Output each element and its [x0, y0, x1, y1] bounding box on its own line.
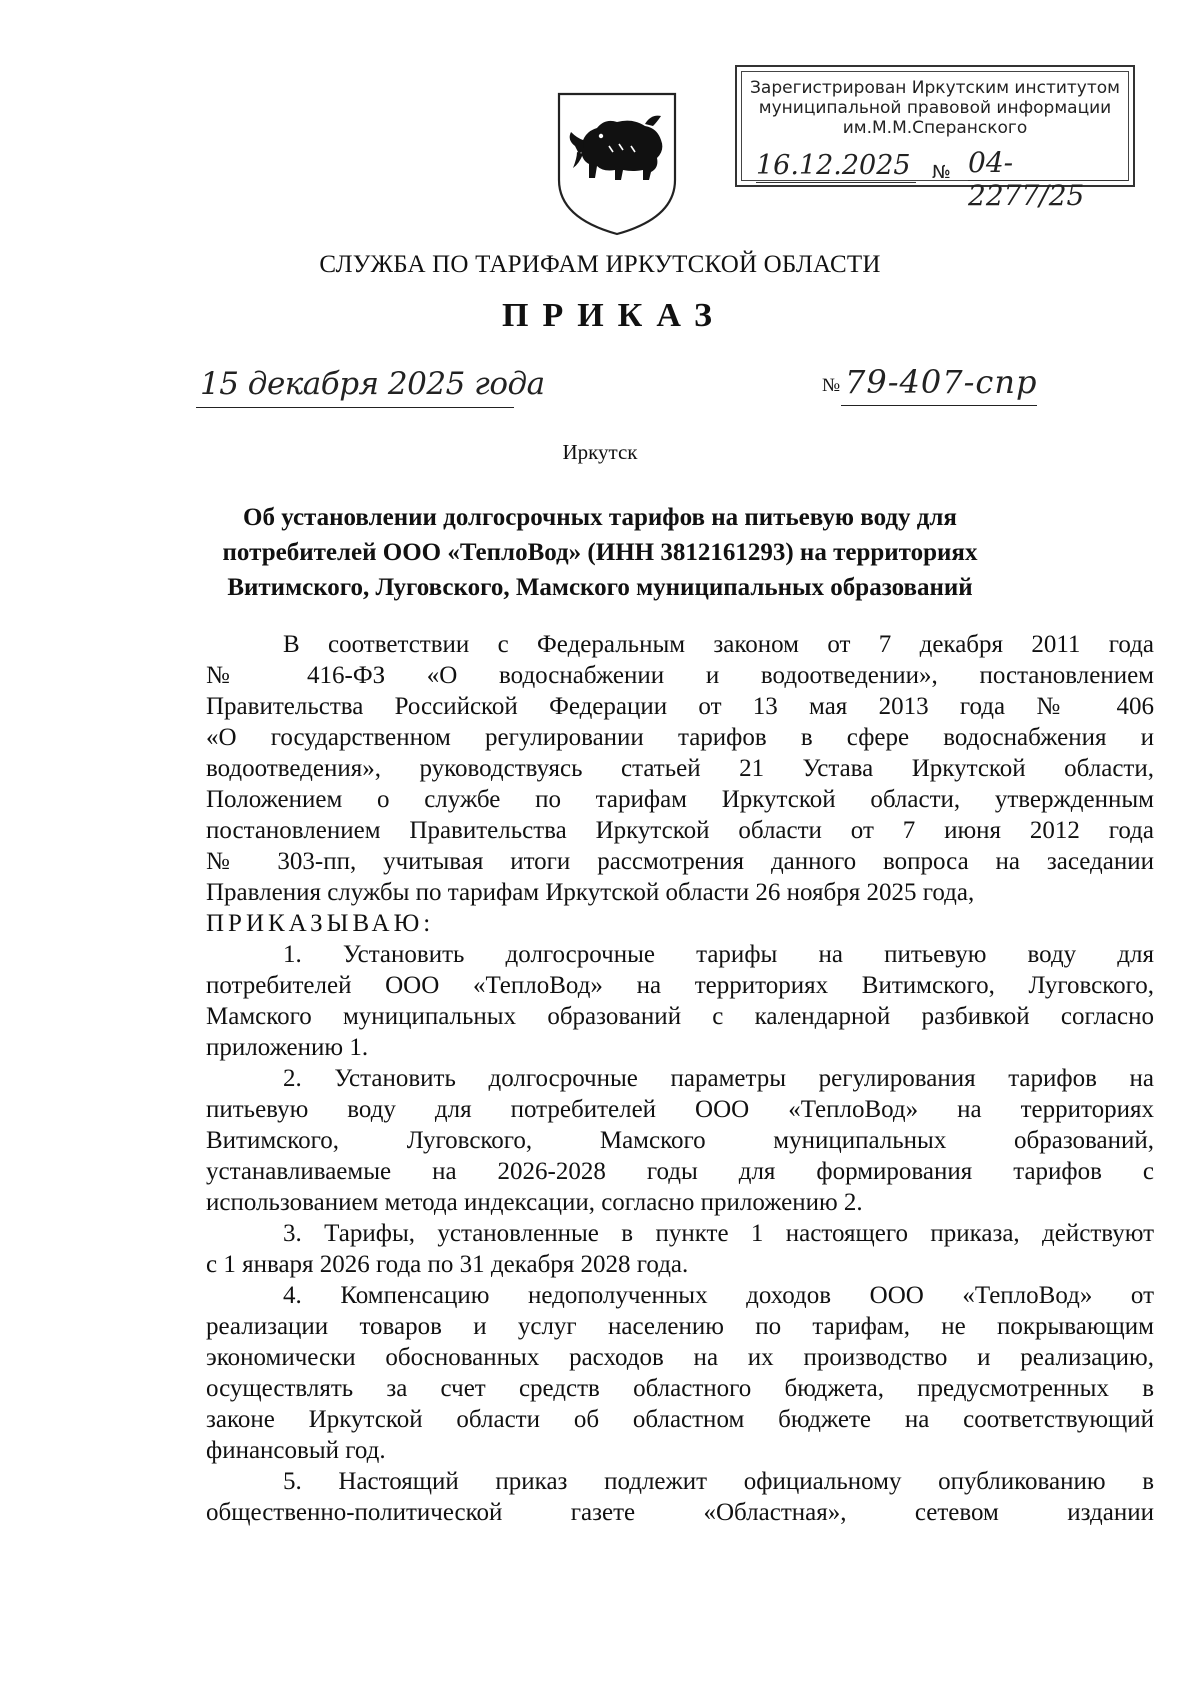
body-line: осуществлять за счет средств областного бюджета, предусмотренных в	[206, 1375, 1154, 1402]
document-title	[200, 500, 1000, 605]
order-word: ПРИКАЗЫВАЮ:	[206, 910, 435, 937]
body-line: устанавливаемые на 2026-2028 годы для формирования тарифов с	[206, 1158, 1154, 1185]
order-number-handwritten: 79-407-спр	[845, 363, 1038, 401]
body-line: экономически обоснованных расходов на их производство и реализацию,	[206, 1344, 1154, 1371]
stamp-line-3: им.М.М.Сперанского	[842, 118, 1028, 138]
body-line: 1. Установить долгосрочные тарифы на питьевую воду для	[283, 941, 1154, 968]
stamp-number-sign: №	[932, 162, 951, 183]
stamp-registration-number: 04-2277/25	[968, 146, 1128, 181]
body-line: Мамского муниципальных образований с календарной разбивкой согласно	[206, 1003, 1154, 1030]
body-line: В соответствии с Федеральным законом от 7 декабря 2011 года	[283, 631, 1154, 658]
body-line: потребителей ООО «ТеплоВод» на территориях Витимского, Луговского,	[206, 972, 1154, 999]
body-line: Правительства Российской Федерации от 13 мая 2013 года № 406	[206, 693, 1154, 720]
body-line: 5. Настоящий приказ подлежит официальному опубликованию в	[283, 1468, 1154, 1495]
coat-of-arms-emblem	[553, 88, 681, 236]
stamp-registration-date: 16.12.2025	[756, 150, 916, 183]
body-line: реализации товаров и услуг населению по тарифам, не покрывающим	[206, 1313, 1154, 1340]
title-line: Витимского, Луговского, Мамского муниципальных образований	[227, 574, 973, 601]
title-line: Об установлении долгосрочных тарифов на питьевую воду для	[243, 504, 957, 531]
order-number-underline	[841, 405, 1037, 406]
body-line: законе Иркутской области об областном бюджете на соответствующий	[206, 1406, 1154, 1433]
body-line: общественно-политической газете «Областная», сетевом издании	[206, 1499, 1154, 1526]
stamp-line-2: муниципальной правовой информации	[758, 98, 1112, 118]
body-line: постановлением Правительства Иркутской области от 7 июня 2012 года	[206, 817, 1154, 844]
document-body	[206, 629, 1154, 1528]
body-line: с 1 января 2026 года по 31 декабря 2028 года.	[206, 1251, 689, 1278]
body-line: финансовый год.	[206, 1437, 386, 1464]
body-line: Правления службы по тарифам Иркутской области 26 ноября 2025 года,	[206, 879, 975, 906]
stamp-inner-frame	[741, 71, 1129, 212]
body-line: 3. Тарифы, установленные в пункте 1 настоящего приказа, действуют	[283, 1220, 1154, 1247]
order-date-underline	[196, 407, 514, 408]
body-line: питьевую воду для потребителей ООО «ТеплоВод» на территориях	[206, 1096, 1154, 1123]
registration-stamp	[735, 65, 1135, 212]
title-line: потребителей ООО «ТеплоВод» (ИНН 3812161293) на территориях	[222, 539, 978, 566]
body-line: Витимского, Луговского, Мамского муниципальных образований,	[206, 1127, 1154, 1154]
body-line: использованием метода индексации, согласно приложению 2.	[206, 1189, 863, 1216]
body-line: Положением о службе по тарифам Иркутской области, утвержденным	[206, 786, 1154, 813]
body-line: водоотведения», руководствуясь статьей 21 Устава Иркутской области,	[206, 755, 1154, 782]
stamp-line-1: Зарегистрирован Иркутским институтом	[750, 78, 1120, 98]
order-date-handwritten: 15 декабря 2025 года	[200, 366, 545, 402]
body-line: 4. Компенсацию недополученных доходов ООО «ТеплоВод» от	[283, 1282, 1154, 1309]
body-line: № 416-ФЗ «О водоснабжении и водоотведении», постановлением	[206, 662, 1154, 689]
organization-name: СЛУЖБА ПО ТАРИФАМ ИРКУТСКОЙ ОБЛАСТИ	[319, 251, 881, 278]
body-line: «О государственном регулировании тарифов в сфере водоснабжения и	[206, 724, 1154, 751]
document-type-heading: ПРИКАЗ	[502, 297, 726, 334]
city-name: Иркутск	[562, 440, 638, 464]
body-line: 2. Установить долгосрочные параметры регулирования тарифов на	[283, 1065, 1154, 1092]
body-line: приложению 1.	[206, 1034, 369, 1061]
body-line: № 303-пп, учитывая итоги рассмотрения данного вопроса на заседании	[206, 848, 1154, 875]
order-number-sign: №	[822, 375, 841, 396]
